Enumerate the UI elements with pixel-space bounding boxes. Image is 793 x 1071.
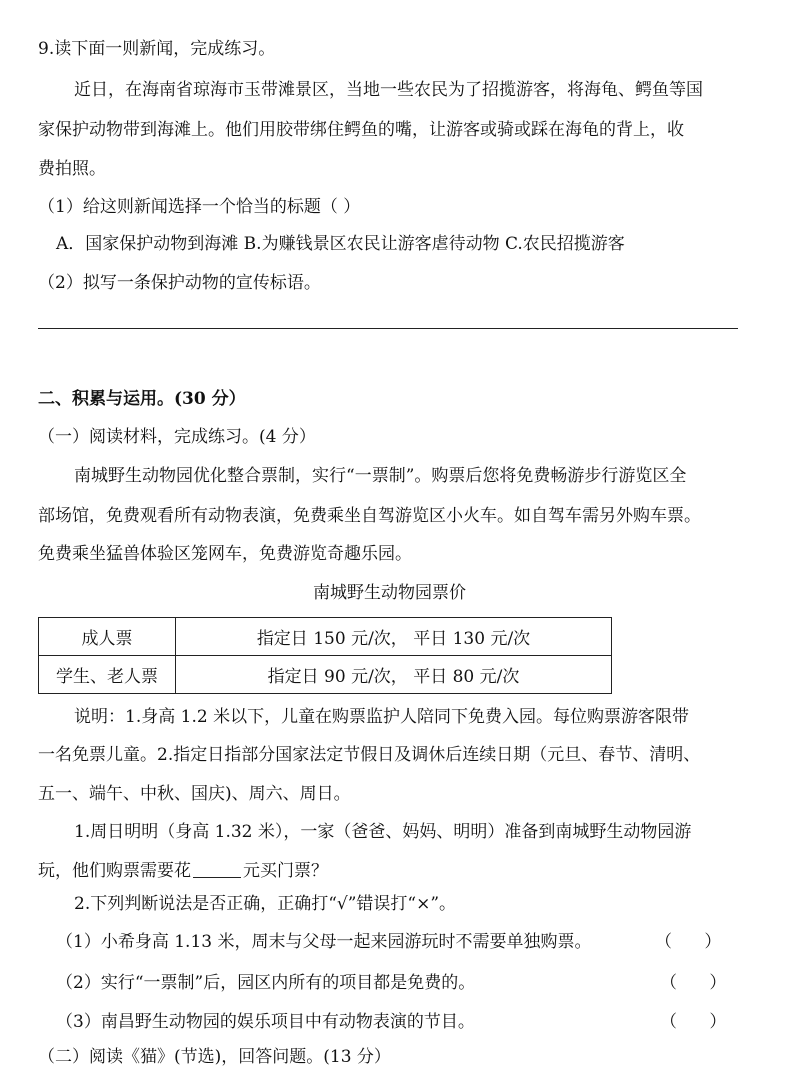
note-line-3: 五一、端午、中秋、国庆)、周六、周日。: [38, 784, 351, 804]
table-row: [39, 618, 612, 656]
note-line-2: 一名免票儿童。2.指定日指部分国家法定节假日及调休后连续日期（元旦、春节、清明、: [38, 745, 701, 765]
news-line-3: 费拍照。: [38, 159, 106, 179]
ticket-price: 指定日 150 元/次， 平日 130 元/次: [176, 618, 612, 656]
answer-line[interactable]: [38, 328, 738, 329]
part1-title: （一）阅读材料，完成练习。(4 分）: [38, 427, 316, 447]
material-line-2: 部场馆，免费观看所有动物表演，免费乘坐自驾游览区小火车。如自驾车需另外购车票。: [38, 506, 701, 526]
material-line-1: 南城野生动物园优化整合票制，实行“一票制”。购票后您将免费畅游步行游览区全: [74, 466, 687, 486]
q9-title: 9.读下面一则新闻，完成练习。: [38, 39, 276, 59]
judgement-3-answer[interactable]: （ ）: [660, 1012, 727, 1032]
judgement-2-answer[interactable]: （ ）: [660, 973, 727, 993]
q1-text-b: 元买门票？: [243, 861, 328, 881]
ticket-type: 学生、老人票: [39, 656, 176, 694]
judgement-1: （1）小希身高 1.13 米，周末与父母一起来园游玩时不需要单独购票。: [56, 932, 592, 952]
q1-line-1: 1.周日明明（身高 1.32 米），一家（爸爸、妈妈、明明）准备到南城野生动物园游: [74, 822, 692, 842]
judgement-3: （3）南昌野生动物园的娱乐项目中有动物表演的节目。: [56, 1012, 475, 1032]
q9-options: A．国家保护动物到海滩 B.为赚钱景区农民让游客虐待动物 C.农民招揽游客: [56, 234, 625, 254]
q2-intro: 2.下列判断说法是否正确，正确打“√”错误打“×”。: [74, 894, 457, 914]
note-line-1: 说明：1.身高 1.2 米以下，儿童在购票监护人陪同下免费入园。每位购票游客限带: [74, 707, 690, 727]
ticket-type: 成人票: [39, 618, 176, 656]
price-blank[interactable]: [193, 861, 241, 878]
news-line-1: 近日，在海南省琼海市玉带滩景区，当地一些农民为了招揽游客，将海龟、鳄鱼等国: [74, 80, 703, 100]
table-row: [39, 656, 612, 694]
material-line-3: 免费乘坐猛兽体验区笼网车，免费游览奇趣乐园。: [38, 544, 412, 564]
q9-sub1: （1）给这则新闻选择一个恰当的标题（ ）: [38, 197, 361, 217]
ticket-price: 指定日 90 元/次， 平日 80 元/次: [176, 656, 612, 694]
part2-title: （二）阅读《猫》(节选)，回答问题。(13 分）: [38, 1047, 391, 1067]
q1-line-2: [38, 860, 328, 882]
price-table: [38, 617, 612, 694]
judgement-1-answer[interactable]: （ ）: [655, 932, 722, 952]
q1-text-a: 玩，他们购票需要花: [38, 861, 191, 881]
table-caption: 南城野生动物园票价: [313, 583, 466, 603]
q9-sub2: （2）拟写一条保护动物的宣传标语。: [38, 273, 321, 293]
news-line-2: 家保护动物带到海滩上。他们用胶带绑住鳄鱼的嘴，让游客或骑或踩在海龟的背上，收: [38, 120, 684, 140]
judgement-2: （2）实行“一票制”后，园区内所有的项目都是免费的。: [56, 973, 476, 993]
section2-heading: 二、积累与运用。(30 分）: [38, 389, 246, 409]
